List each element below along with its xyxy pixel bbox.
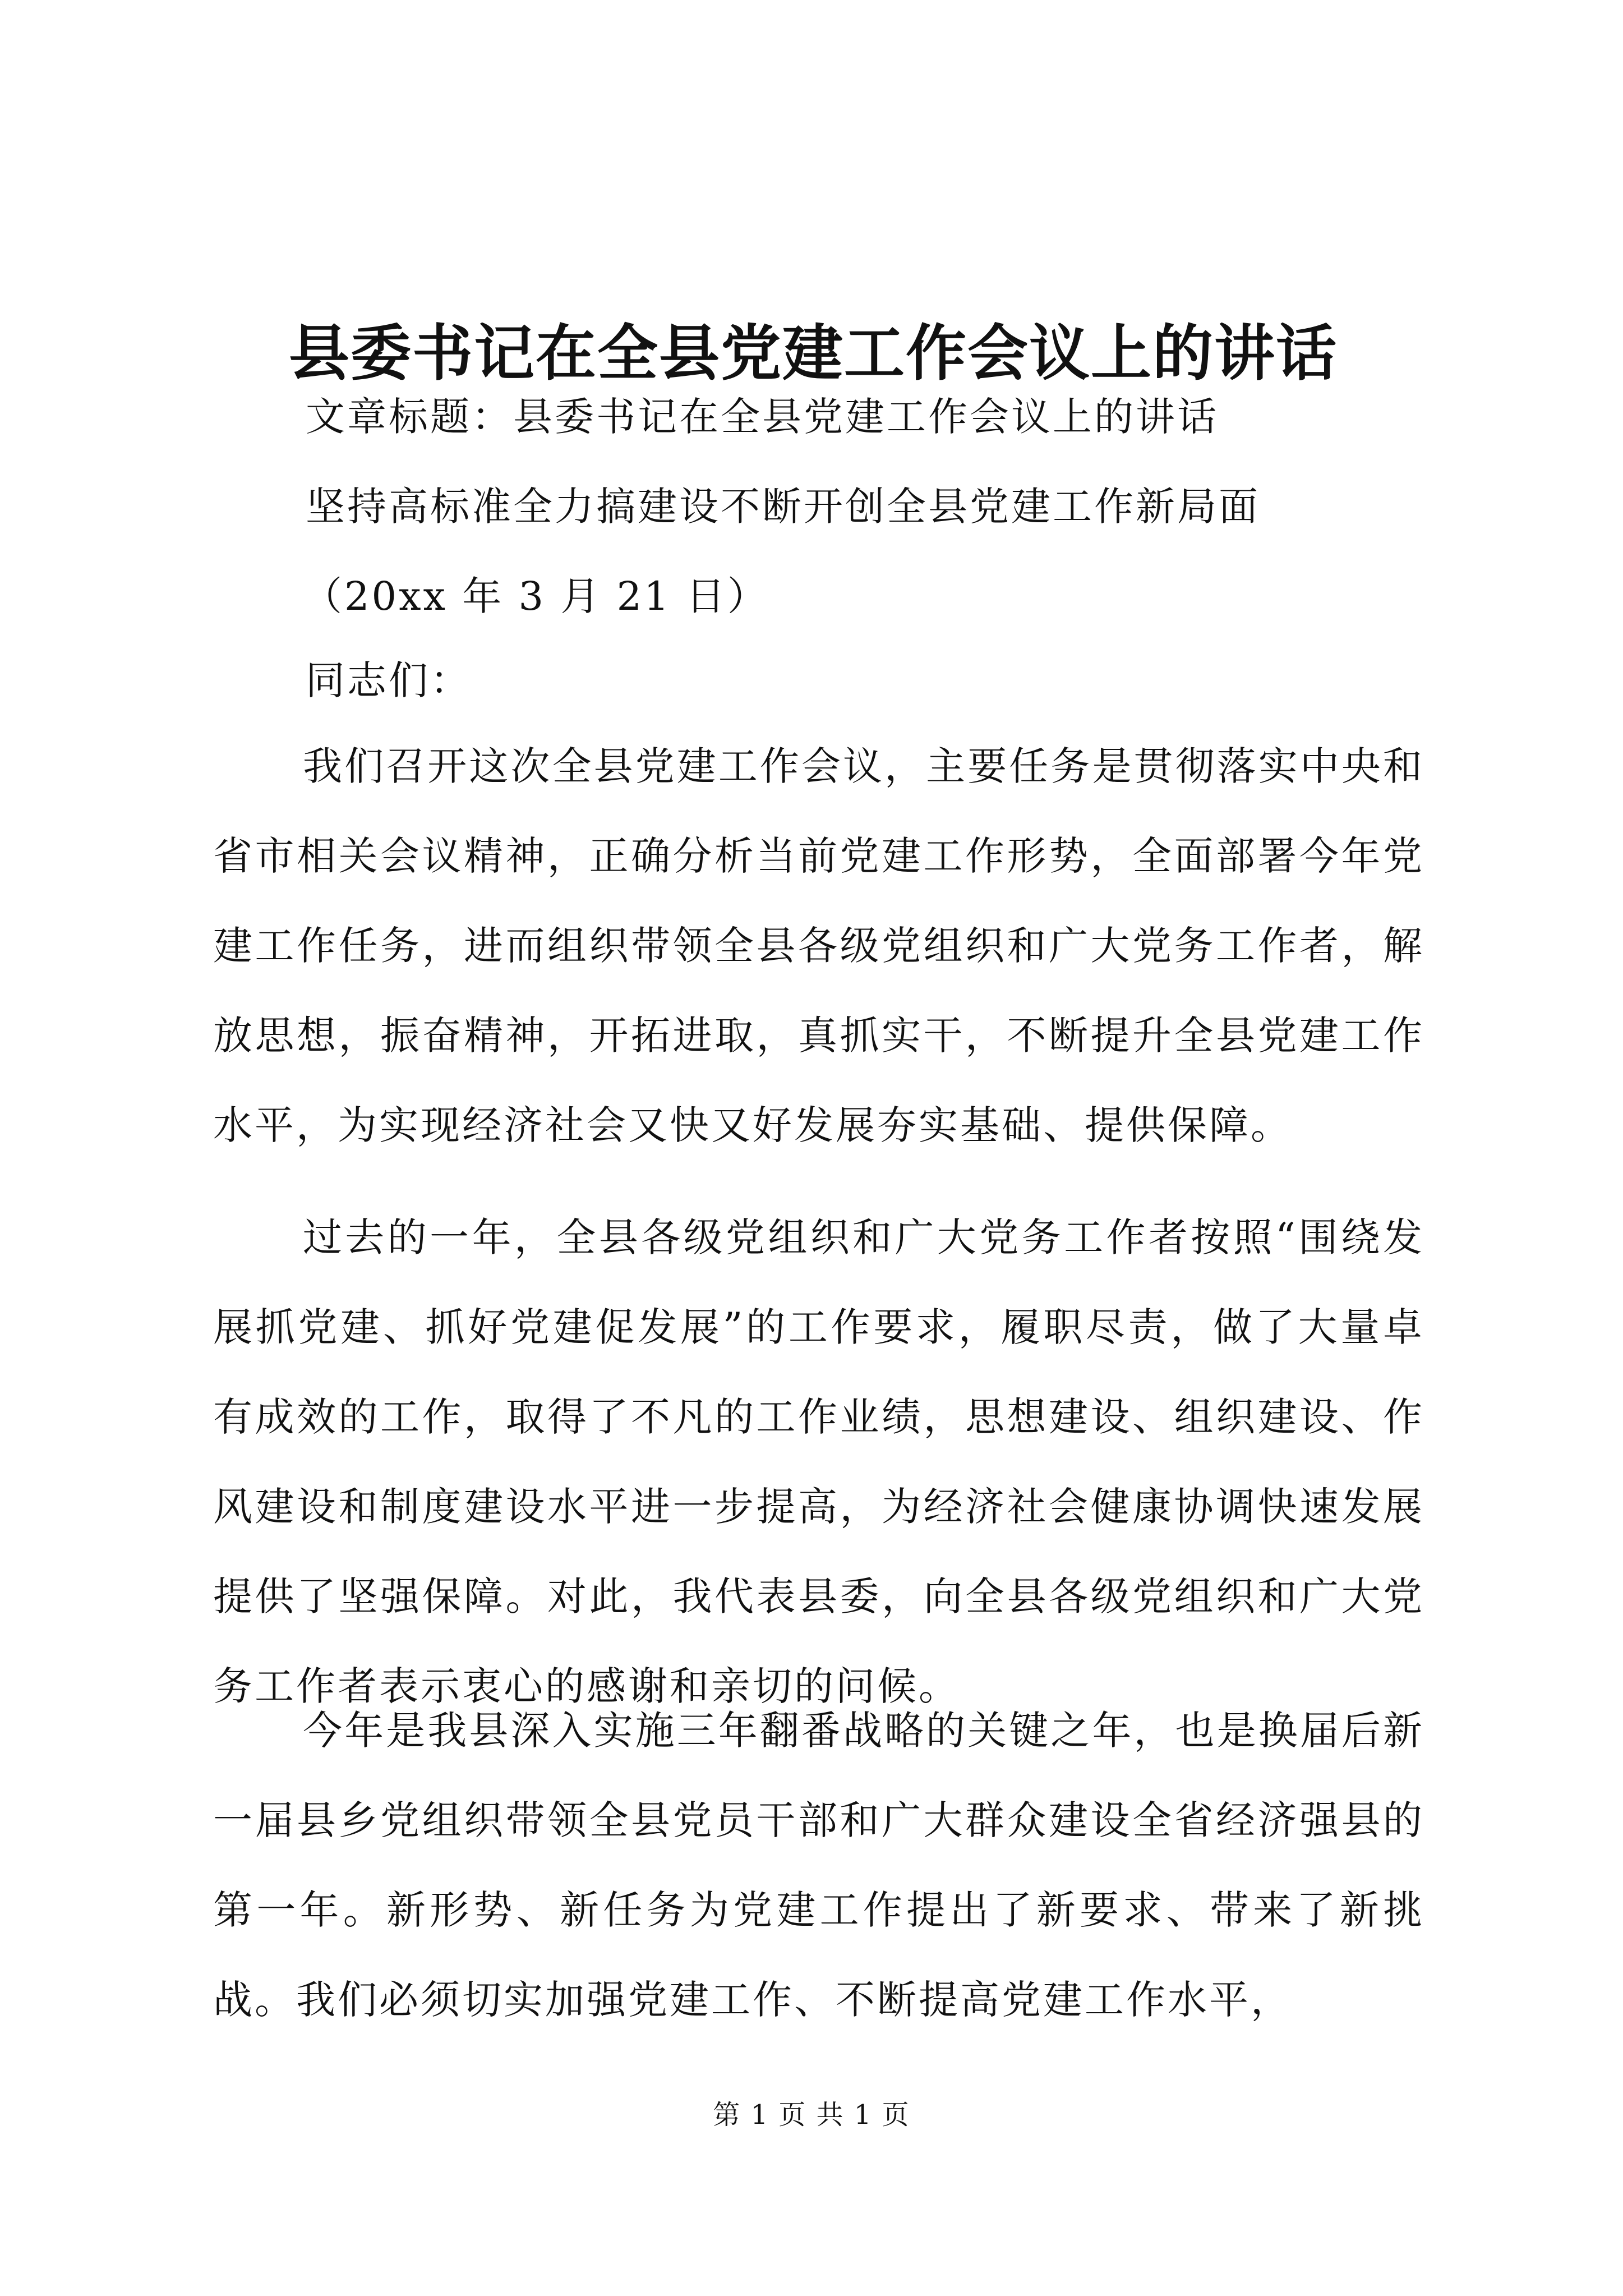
article-title-line: 文章标题：县委书记在全县党建工作会议上的讲话 bbox=[306, 394, 1219, 440]
paragraph-1: 我们召开这次全县党建工作会议，主要任务是贯彻落实中央和省市相关会议精神，正确分析当前党建工作形势，全面部署今年党建工作任务，进而组织带领全县各级党组织和广大党务工作者，解放思想，振奋精神，开拓进取，真抓实干，不断提升全县党建工作水平，为实现经济社会又快又好发展夯实基础、提供保障。 bbox=[213, 743, 1424, 1148]
salutation: 同志们： bbox=[306, 657, 472, 703]
paragraph-2: 过去的一年，全县各级党组织和广大党务工作者按照“围绕发展抓党建、抓好党建促发展”的工作要求，履职尽责，做了大量卓有成效的工作，取得了不凡的工作业绩，思想建设、组织建设、作风建设和制度建设水平进一步提高，为经济社会健康协调快速发展提供了坚强保障。对此，我代表县委，向全县各级党组织和广大党务工作者表示衷心的感谢和亲切的问候。 bbox=[213, 1214, 1424, 1709]
page-footer: 第 1 页 共 1 页 bbox=[713, 2099, 910, 2131]
paragraph-3: 今年是我县深入实施三年翻番战略的关键之年，也是换届后新一届县乡党组织带领全县党员干部和广大群众建设全省经济强县的第一年。新形势、新任务为党建工作提出了新要求、带来了新挑战。我们必须切实加强党建工作、不断提高党建工作水平， bbox=[213, 1708, 1424, 2023]
subtitle: 坚持高标准全力搞建设不断开创全县党建工作新局面 bbox=[306, 484, 1260, 530]
date-line: （20xx 年 3 月 21 日） bbox=[303, 573, 769, 619]
document-title: 县委书记在全县党建工作会议上的讲话 bbox=[288, 318, 1338, 389]
